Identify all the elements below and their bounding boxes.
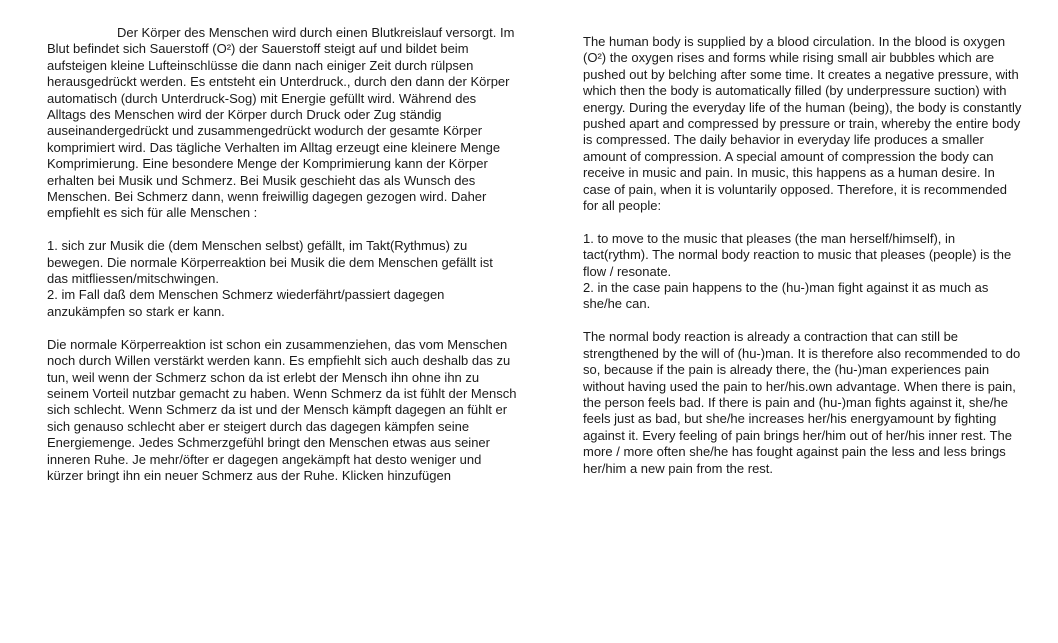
paragraph-gap xyxy=(583,313,1023,329)
german-intro-text: Der Körper des Menschen wird durch einen Blutkreislauf versorgt. Im Blut befindet sich Sauerstoff (O²) der Sauerstoff steigt auf und bildet beim aufsteigen kleine Lufteinschlüsse die dann nach einiger Zeit durch rülpsen herausgedrückt werden. Es entsteht ein Unterdruck., durch den dann der Körper automatisch (durch Unterdruck-Sog) mit Energie gefüllt wird. Während des Alltags des Menschen wird der Körper durch Druck oder Zug ständig auseinandergedrückt und zusammengedrückt wodurch der gesamte Körper komprimiert wird. Das tägliche Verhalten im Alltag erzeugt eine kleinere Menge Komprimierung. Eine besondere Menge der Komprimierung kann der Körper erhalten bei Musik und Schmerz. Bei Musik geschieht das als Wunsch des Menschen. Bei Schmerz dann, wenn freiwillig dagegen gezogen wird. Daher empfiehlt es sich für alle Menschen : xyxy=(47,25,515,221)
english-closing-paragraph: The normal body reaction is already a contraction that can still be strengthened by the will of (hu-)man. It is therefore also recommended to do so, because if the pain is already there, the (hu-)man experiences pain without having used the pain to her/his.own advantage. When there is pain, the person feels bad. If there is pain and (hu-)man fights against it, she/he feels just as bad, but she/he increases her/his energyamount by fighting against it. Every feeling of pain brings her/him out of her/his inner rest. The more / more often she/he has fought against pain the less and less brings her/him a new pain from the rest. xyxy=(583,329,1021,476)
german-text-column xyxy=(47,25,517,484)
paragraph-gap xyxy=(47,222,517,238)
english-intro-paragraph: The human body is supplied by a blood circulation. In the blood is oxygen (O²) the oxygen rises and forms while rising small air bubbles which are pushed out by belching after some time. It creates a negative pressure, with which then the body is automatically filled (by underpressure suction) with energy. During the everyday life of the human (being), the body is constantly pushed apart and compressed by pressure or train, whereby the entire body is compressed. The daily behavior in everyday life produces a smaller amount of compression. A special amount of compression the body can receive in music and pain. In music, this happens as a human desire. In case of pain, when it is voluntarily opposed. Therefore, it is recommended for all people: xyxy=(583,34,1022,214)
english-list-item-1: 1. to move to the music that pleases (the man herself/himself), in tact(rythm). The normal body reaction to music that pleases (people) is the flow / resonate. xyxy=(583,230,1012,279)
paragraph-gap xyxy=(583,214,1023,230)
german-closing-paragraph: Die normale Körperreaktion ist schon ein zusammenziehen, das vom Menschen noch durch Willen verstärkt werden kann. Es empfiehlt sich auch deshalb das zu tun, weil wenn der Schmerz schon da ist erlebt der Mensch ihn ohne ihn zu seinem Vorteil nutzbar gemacht zu haben. Wenn Schmerz da ist fühlt der Mensch sich schlecht. Wenn Schmerz da ist und der Mensch kämpft dagegen an fühlt er sich genauso schlecht aber er steigert durch das dagegen kämpfen seine Energiemenge. Jedes Schmerzgefühl bringt den Menschen etwas aus seiner inneren Ruhe. Je mehr/öfter er dagegen angekämpft hat desto weniger und kürzer bringt ihn ein neuer Schmerz aus der Ruhe. Klicken hinzufügen xyxy=(47,336,517,483)
german-list-item-2: 2. im Fall daß dem Menschen Schmerz wiederfährt/passiert dagegen anzukämpfen so stark er kann. xyxy=(47,287,445,319)
english-text-column xyxy=(583,34,1023,477)
paragraph-gap xyxy=(47,320,517,336)
english-list-item-2: 2. in the case pain happens to the (hu-)man fight against it as much as she/he can. xyxy=(583,280,989,312)
german-intro-paragraph xyxy=(47,25,517,222)
german-list-item-1: 1. sich zur Musik die (dem Menschen selbst) gefällt, im Takt(Rythmus) zu bewegen. Die normale Körperreaktion bei Musik die dem Menschen gefällt ist das mitfliessen/mitschwingen. xyxy=(47,238,493,287)
